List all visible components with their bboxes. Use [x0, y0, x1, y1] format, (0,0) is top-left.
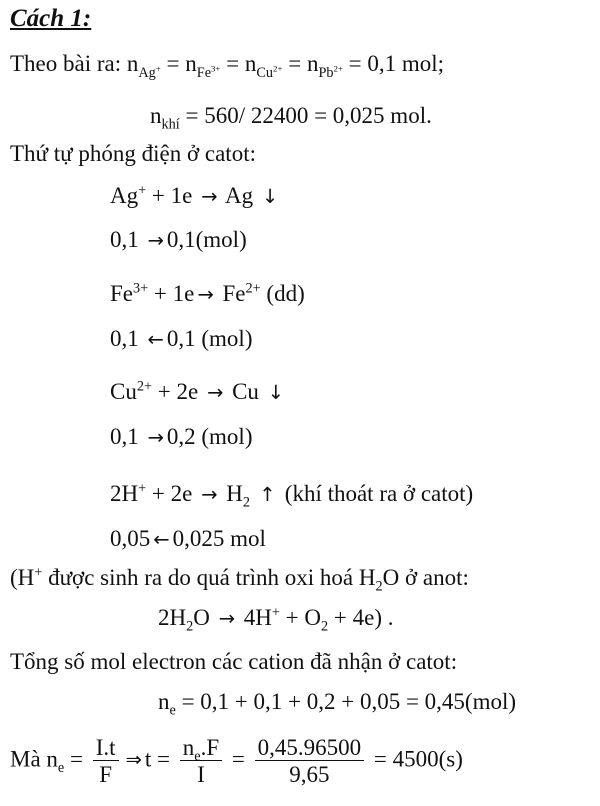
product-o2: + O — [279, 605, 322, 630]
mol-left: 0,1 — [110, 326, 145, 351]
note-end: O ở anot: — [382, 565, 469, 590]
note-line — [10, 564, 469, 595]
subscript: e — [57, 759, 65, 776]
gas-expr: = 560/ 22400 = 0,025 mol. — [179, 103, 432, 128]
down-arrow-icon: ↓ — [267, 381, 285, 404]
mol-right: 0,1 (mol) — [166, 326, 253, 351]
reaction-fe — [110, 282, 305, 305]
n-symbol: n — [182, 735, 195, 760]
sup-ag: + — [155, 62, 161, 73]
eq: = — [160, 51, 186, 76]
eq: = — [64, 746, 89, 772]
intro-text: Theo bài ra: — [10, 51, 127, 76]
denominator: I — [197, 762, 205, 787]
sup-cu: 2+ — [273, 62, 283, 73]
implies-icon: ⇒ — [125, 748, 142, 772]
subscript: e — [169, 702, 176, 719]
product: Fe — [216, 281, 246, 306]
right-arrow-icon: → — [218, 607, 235, 630]
right-arrow-icon: → — [201, 483, 218, 506]
numerator-tail: .F — [200, 735, 220, 760]
right-arrow-icon: → — [206, 381, 224, 404]
charge: 2+ — [136, 378, 153, 395]
reaction-cu — [110, 380, 287, 403]
subscript: 2 — [375, 578, 383, 595]
electrons: + 2e — [146, 481, 199, 506]
fraction-it-f — [93, 736, 119, 786]
right-arrow-icon: → — [147, 229, 164, 252]
subscript: 2 — [242, 494, 250, 511]
anode-reaction — [158, 604, 394, 635]
fraction-nef-i — [180, 736, 222, 786]
state: (dd) — [260, 281, 305, 306]
charge: + — [271, 604, 280, 621]
sup-fe: 3+ — [211, 62, 221, 73]
eq: = — [226, 746, 251, 772]
n-symbol: n — [244, 51, 257, 76]
denominator: 9,65 — [289, 762, 330, 787]
product: H — [220, 481, 243, 506]
mol-right: 0,1(mol) — [166, 227, 247, 252]
electrons: + 2e — [152, 379, 204, 404]
right-arrow-icon: → — [147, 426, 164, 449]
n-symbol: n — [185, 51, 197, 76]
charge: + — [138, 480, 147, 497]
intro-tail: = 0,1 mol; — [342, 51, 445, 76]
n-symbol: n — [306, 51, 319, 76]
electrons: + 1e — [148, 281, 195, 306]
numerator: I.t — [93, 736, 119, 761]
n-symbol: n — [158, 689, 170, 714]
eq: = — [282, 51, 307, 76]
sub-fe: Fe — [196, 64, 212, 81]
right-arrow-icon: → — [201, 185, 218, 208]
intro-line — [10, 51, 445, 81]
numerator: 0,45.96500 — [255, 736, 365, 761]
order-title: Thứ tự phóng điện ở catot: — [10, 141, 256, 166]
product: 4H — [238, 605, 272, 630]
electrons: + 1e — [146, 183, 199, 208]
up-arrow-icon: ↑ — [252, 483, 282, 506]
mol-left: 0,1 — [110, 424, 145, 449]
sub-cu: Cu — [256, 64, 274, 81]
left-arrow-icon: ← — [147, 328, 164, 351]
subscript: 2 — [186, 618, 194, 635]
charge: + — [34, 564, 43, 581]
n-symbol: n — [150, 103, 162, 128]
mol-right: 0,2 (mol) — [166, 424, 253, 449]
note-mid: được sinh ra do quá trình oxi hoá H — [42, 565, 376, 590]
mol-cu — [110, 425, 252, 448]
total-line — [158, 689, 517, 719]
right-arrow-icon: → — [197, 283, 214, 306]
sub-khi: khí — [161, 116, 180, 133]
final-equation — [10, 736, 463, 786]
charge: 2+ — [245, 280, 261, 297]
charge: + — [138, 182, 147, 199]
ion: Cu — [110, 379, 137, 404]
product: Cu — [226, 379, 265, 404]
heading: Cách 1: — [10, 5, 92, 32]
mol-ag — [110, 228, 247, 251]
numerator — [180, 735, 222, 765]
eq: = — [220, 51, 245, 76]
fraction-values — [255, 736, 365, 786]
denominator: F — [99, 762, 113, 787]
total-title: Tổng số mol electron các cation đã nhận ở catot: — [10, 649, 458, 674]
charge: 3+ — [133, 280, 149, 297]
result: = 4500(s) — [368, 746, 463, 772]
ion: 2H — [110, 481, 139, 506]
reaction-h — [110, 480, 474, 511]
left-arrow-icon: ← — [153, 528, 170, 551]
subscript: e — [194, 748, 201, 765]
mol-right: 0,025 mol — [172, 526, 266, 551]
n-symbol: n — [126, 51, 139, 76]
product: Ag — [220, 183, 259, 208]
mol-left: 0,05 — [110, 526, 151, 551]
final-lead: Mà n — [10, 746, 58, 772]
reactant: 2H — [158, 605, 187, 630]
mol-h — [110, 527, 266, 550]
t-symbol: t = — [144, 746, 176, 772]
total-expr: = 0,1 + 0,1 + 0,2 + 0,05 = 0,45(mol) — [175, 689, 517, 714]
subscript: 2 — [321, 618, 329, 635]
gas-note: (khí thoát ra ở catot) — [284, 481, 474, 506]
sub-ag: Ag — [138, 64, 156, 81]
reaction-ag — [110, 184, 281, 207]
sup-pb: 2+ — [333, 62, 343, 73]
reactant-tail: O — [193, 605, 216, 630]
mol-fe — [110, 327, 252, 350]
mol-left: 0,1 — [110, 227, 145, 252]
note-start: (H — [10, 565, 35, 590]
ion: Ag — [110, 183, 139, 208]
electrons: + 4e) . — [328, 605, 394, 630]
ion: Fe — [110, 281, 133, 306]
gas-line — [150, 103, 432, 133]
sub-pb: Pb — [318, 64, 334, 81]
down-arrow-icon: ↓ — [261, 185, 279, 208]
